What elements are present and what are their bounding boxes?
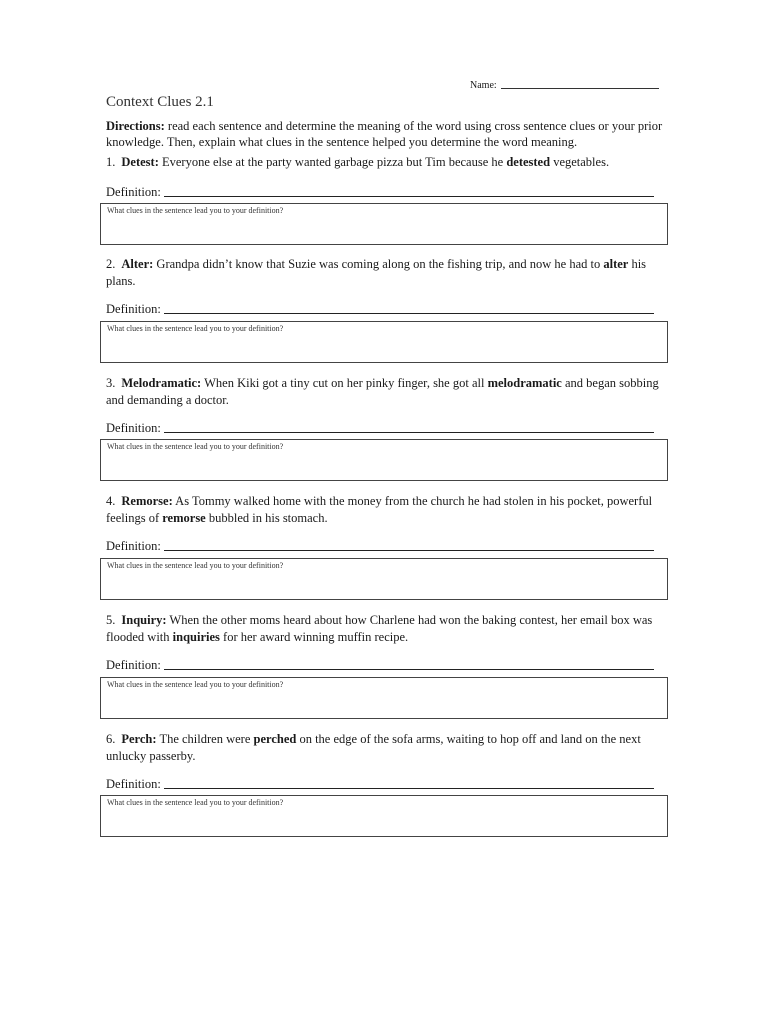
definition-label: Definition: — [106, 539, 161, 553]
clue-prompt: What clues in the sentence lead you to your definition? — [107, 561, 284, 570]
question-item-2 — [106, 256, 670, 333]
definition-label: Definition: — [106, 302, 161, 316]
sentence-text: on the edge of the sofa arms, waiting to hop off and land on the next unlucky passerby. — [106, 732, 641, 763]
question-sentence — [106, 375, 670, 409]
sentence-text: The children were — [156, 732, 254, 746]
question-item-3 — [106, 375, 670, 451]
directions — [106, 118, 666, 150]
question-number: 4. — [106, 494, 116, 508]
definition-row — [106, 777, 670, 792]
sentence-text: for her award winning muffin recipe. — [219, 630, 409, 644]
question-sentence — [106, 612, 670, 646]
question-number: 1. — [106, 155, 116, 169]
vocab-word: Melodramatic: — [121, 376, 202, 390]
definition-label: Definition: — [106, 777, 161, 791]
definition-row — [106, 302, 670, 317]
question-number: 6. — [106, 732, 116, 746]
definition-blank-line[interactable] — [164, 668, 654, 670]
clue-answer-box[interactable] — [100, 203, 668, 245]
question-item-6 — [106, 731, 670, 807]
definition-blank-line[interactable] — [164, 431, 654, 433]
clue-answer-box[interactable] — [100, 321, 668, 363]
question-item-1 — [106, 154, 670, 215]
vocab-word-in-context: perched — [253, 732, 297, 746]
sentence-text: his plans. — [106, 257, 647, 288]
vocab-word-in-context: alter — [603, 257, 629, 271]
definition-label: Definition: — [106, 658, 161, 672]
vocab-word: Alter: — [121, 257, 154, 271]
question-item-4 — [106, 493, 670, 570]
question-number: 3. — [106, 376, 116, 390]
definition-blank-line[interactable] — [164, 195, 654, 197]
definition-label: Definition: — [106, 185, 161, 199]
sentence-text: Grandpa didn’t know that Suzie was coming along on the fishing trip, and now he had to — [153, 257, 604, 271]
sentence-text: vegetables. — [550, 155, 610, 169]
question-number: 2. — [106, 257, 116, 271]
sentence-text: When Kiki got a tiny cut on her pinky finger, she got all — [201, 376, 488, 390]
vocab-word-in-context: inquiries — [172, 630, 220, 644]
vocab-word: Perch: — [121, 732, 157, 746]
definition-blank-line[interactable] — [164, 787, 654, 789]
question-number: 5. — [106, 613, 116, 627]
question-sentence — [106, 493, 670, 527]
vocab-word: Detest: — [121, 155, 159, 169]
clue-prompt: What clues in the sentence lead you to your definition? — [107, 798, 284, 807]
clue-prompt: What clues in the sentence lead you to your definition? — [107, 324, 284, 333]
question-sentence — [106, 154, 670, 171]
definition-row — [106, 658, 670, 673]
clue-answer-box[interactable] — [100, 677, 668, 719]
clue-prompt: What clues in the sentence lead you to your definition? — [107, 442, 284, 451]
name-blank-line[interactable] — [501, 87, 659, 89]
clue-answer-box[interactable] — [100, 558, 668, 600]
definition-row — [106, 185, 670, 200]
sentence-text: As Tommy walked home with the money from the church he had stolen in his pocket, powerful feelings of — [106, 494, 653, 525]
question-item-5 — [106, 612, 670, 689]
name-label: Name: — [470, 80, 497, 91]
definition-label: Definition: — [106, 421, 161, 435]
sentence-text: bubbled in his stomach. — [205, 511, 328, 525]
directions-label: Directions: — [106, 119, 165, 133]
vocab-word: Inquiry: — [121, 613, 167, 627]
definition-blank-line[interactable] — [164, 312, 654, 314]
vocab-word: Remorse: — [121, 494, 173, 508]
directions-text: read each sentence and determine the meaning of the word using cross sentence clues or your prior knowledge. Then, explain what clues in the sentence helped you determine the word meaning. — [106, 119, 663, 149]
sentence-text: Everyone else at the party wanted garbage pizza but Tim because he — [158, 155, 507, 169]
vocab-word-in-context: detested — [506, 155, 551, 169]
sentence-text: When the other moms heard about how Charlene had won the baking contest, her email box was flooded with — [106, 613, 653, 644]
sentence-text: and began sobbing and demanding a doctor. — [106, 376, 659, 407]
clue-answer-box[interactable] — [100, 795, 668, 837]
worksheet-title: Context Clues 2.1 — [106, 94, 214, 110]
definition-row — [106, 421, 670, 436]
question-sentence — [106, 731, 670, 765]
clue-prompt: What clues in the sentence lead you to your definition? — [107, 206, 284, 215]
definition-row — [106, 539, 670, 554]
question-sentence — [106, 256, 670, 290]
clue-prompt: What clues in the sentence lead you to your definition? — [107, 680, 284, 689]
name-field — [470, 80, 659, 91]
definition-blank-line[interactable] — [164, 549, 654, 551]
vocab-word-in-context: remorse — [162, 511, 206, 525]
clue-answer-box[interactable] — [100, 439, 668, 481]
vocab-word-in-context: melodramatic — [487, 376, 562, 390]
